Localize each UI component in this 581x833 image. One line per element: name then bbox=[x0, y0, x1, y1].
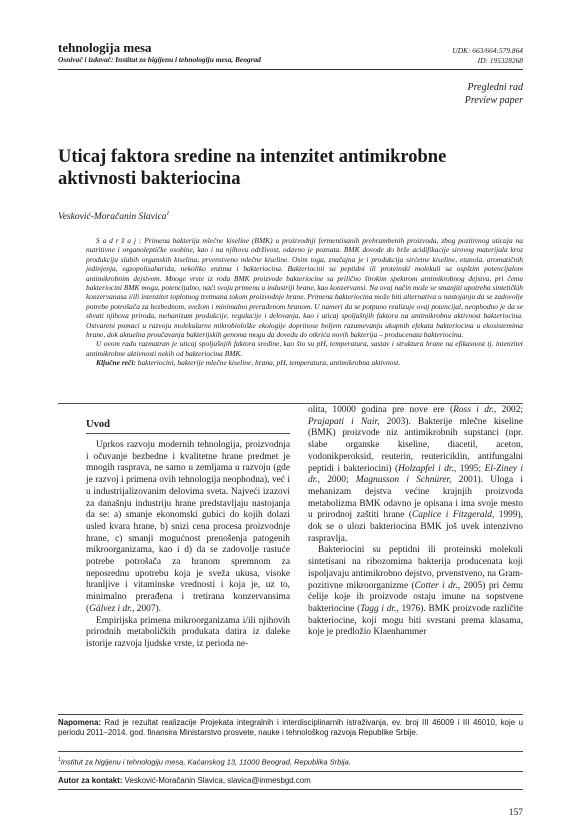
footnote-text: Institut za higijenu i tehnologiju mesa, Kaćanskog 13, 11000 Beograd, Republika Srbija. bbox=[60, 757, 351, 767]
title-line-1: Uticaj faktora sredine na intenzitet antimikrobne bbox=[58, 147, 447, 167]
title-line-2: aktivnosti bakteriocina bbox=[58, 169, 241, 189]
section-heading: Uvod bbox=[86, 419, 110, 430]
page-number: 157 bbox=[508, 808, 523, 818]
footnote-mark: 1 bbox=[58, 757, 61, 763]
keywords bbox=[86, 358, 523, 367]
udk-code: UDK: 663/664:579.864 bbox=[452, 46, 523, 55]
citation: Ross i dr. bbox=[453, 405, 494, 415]
right-column bbox=[308, 405, 523, 639]
citation: Magnusson i Schnürer, bbox=[355, 475, 452, 486]
abstract bbox=[86, 236, 523, 368]
abstract-paragraph-1 bbox=[86, 236, 523, 339]
citation: Cotter i dr. bbox=[414, 580, 458, 591]
footnote-divider bbox=[58, 751, 523, 752]
document-id: ID: 195328268 bbox=[477, 56, 523, 65]
abstract-paragraph-2: U ovom radu razmatran je uticaj spoljašnjih faktora sredine, kao što su pH, temperatura, sastav i struktura hrane na efikasnost tj. intenzitet antimikrobne aktivnosti nekih od bakteriocina BMK. bbox=[86, 339, 523, 358]
abstract-text-1: Primena bakterija mlečne kiseline (BMK) u proizvodnji fermentisanih prehrambenih proizvoda, zbog pozitivnog uticaja na nutritivne i organoleptičke osobine, kao i na njihovu održivost, odavno je poznata. BMK dovode do brže acidifikacije sirovog materijala kroz produkciju slabih organskih kiselina, prvenstveno mlečne kiseline. Osim toga, značajna je i produkcija sirćetne kiseline, etanola, aromatičnih jedinjenja, egzopolisaharida, nekoliko enzima i bakteriocina. Bakteriocini su peptidni ili proteinski molekuli sa ospštim potencijalom antimikrobnim dejstvom. Mnoge vrste iz roda BMK proizvode bakteriocine sa prilično širokim spektrom antimikrobnog dejstva, pri čemu bakteriocini BMK mogu, potencijalno, naći svoju primenu u industriji hrane, kao konzervansi. Na ovaj način može se smanjiti upotreba sintetičkih konzervanasa i/ili intenzitet toplotnog tretmana tokom proizvodnje hrane. Primena bakteriocina može biti alternativa u nastojanju da se zadovolje potrebe potrošača za bezbednom, svežom i minimalno prerađenom hranom. U nameri da se potpuno realizuje ovaj potencijal, neophodno je da se shvati njihova priroda, mehanizam produkcije, regulacije i delovanja, kao i uticaj spoljašnjih faktora na antimikrobnu aktivnost bakteriocina. Ostvareni pomaci u razvoju molekularne mikrobiološke ekologije doprinose boljem razumevanju ukupnih efekata bakteriocina u ekosistemima hrane, dok aktuelna proučavanja bakterijskih genoma mogu da dovedu do otkrića novih bakterija – producenata bakteriocina. bbox=[86, 236, 523, 340]
keywords-text: bakteriocini, bakterije mlečne kiseline, hrana, pH, temperatura, antimikrobna aktivnost. bbox=[135, 358, 401, 368]
citation: Holzapfel i dr. bbox=[398, 463, 454, 474]
citation: El-Ziney i dr. bbox=[308, 463, 523, 486]
contact-divider bbox=[58, 771, 523, 772]
article-title bbox=[58, 146, 528, 190]
publisher-line: Osnivač i izdavač: Institut za higijenu i tehnologiju mesa, Beograd bbox=[58, 55, 261, 64]
bottom-divider bbox=[58, 789, 523, 790]
text-run: , 1976). BMK proizvode različite bakteriocine, koji mogu biti svrstani prema klasama, koje je predložio Klaenhammer bbox=[308, 603, 523, 638]
citation: Prajapati i Nair, bbox=[308, 416, 380, 427]
text-run: , 2002; bbox=[493, 405, 523, 415]
contact-text: Vesković-Moračanin Slavica, slavica@inmesbgd.com bbox=[122, 776, 311, 785]
right-paragraph-1 bbox=[308, 405, 523, 545]
text-run: 2003). Bakterije mlečne kiseline (BMK) proizvode niz antimikrobnih supstanci (npr. slabe organske kiseline, diacetil, aceton, vodonikperoksid, reuterin, reutericiklin, antifungalni peptidi i bakteriocini) ( bbox=[308, 416, 523, 474]
abstract-label: S a d r ž a j : bbox=[96, 236, 142, 245]
text-run: 2001). Uloga i mehanizam dejstva većine krajnjih proizvoda metabolizma BMK odavno je opisana i ima svoje mesto u prirodnoj zaštiti hrane ( bbox=[308, 475, 523, 521]
text-run: , 2005) pri čemu ćelije koje ih proizvode ostaju imune na sopstvene bakteriocine ( bbox=[308, 580, 523, 614]
citation: Gálvez i dr. bbox=[89, 603, 133, 614]
contact-label: Autor za kontakt: bbox=[58, 776, 123, 785]
note-text: Rad je rezultat realizacije Projekata integralnih i interdisciplinarnih istraživanja, ev. broj III 46009 i III 46010, koje u periodu 2011–2014. god. finansira Ministarstvo prosvete, nauke i tehnološkog razvoja Republike Srbije. bbox=[58, 718, 523, 738]
journal-name: tehnologija mesa bbox=[58, 40, 152, 55]
text-run: , 2007). bbox=[132, 603, 161, 614]
text-run: , 2000; bbox=[317, 475, 356, 486]
section-heading-rule bbox=[86, 433, 290, 434]
left-column bbox=[86, 440, 290, 651]
author-affiliation-mark: 1 bbox=[166, 211, 170, 217]
left-paragraph-2: Empirijska primena mikroorganizama i/ili njihovih prirodnih metaboličkih produkata datira iz daleke istorije razvoja ljudske vrste, iz perioda ne- bbox=[86, 615, 290, 649]
keywords-label: Ključne reči: bbox=[96, 358, 136, 368]
note-divider bbox=[58, 714, 523, 715]
text-run: Uprkos razvoju modernih tehnologija, proizvodnja i očuvanje bezbedne i kvalitetne hrane predmet je mnogih rasprava, ne samo u zemljama u razvoju (gde je razvoj i primena ovih tehnologija neophodna), već i u industrijalizovanim delovima sveta. Najveći izazovi za današnju industriju hrane predstavljaju nastojanja da se: a) smanje ekonomski gubici do kojih dolazi usled kvara hrane, b) snizi cena procesa proizvodnje hrane, c) smanji mogućnost prenošenja patogenih mikroorganizama, kao i d) da se zadovolje rastuće potrebe potrošača za hranom spremnom za neposrednu upotrebu koja je sveža ukusa, visoke hranljive i vitaminske vrednosti i koja je, uz to, minimalno prerađena i tretirana konzervansima ( bbox=[86, 440, 290, 614]
left-paragraph-1 bbox=[86, 440, 290, 616]
header-divider bbox=[58, 69, 523, 70]
text-run: 1999), dok se o ulozi bakteriocina BMK još uvek intenzivno raspravlja. bbox=[308, 510, 523, 544]
citation: Caplice i Fitzgerald, bbox=[412, 510, 495, 521]
text-run: Bakteriocini su peptidni ili proteinski molekuli sintetisani na ribozomima bakterija producenata koji ispoljavaju antimikrobno dejstvo, prvenstveno, na Gram-pozitivne mikroorganizme ( bbox=[308, 545, 523, 591]
text-run: olita, 10000 godina pre nove ere ( bbox=[308, 405, 454, 415]
article-type-en: Preview paper bbox=[464, 95, 523, 106]
citation: Tagg i dr. bbox=[360, 603, 397, 614]
body-divider bbox=[58, 403, 523, 404]
text-run: , 1995; bbox=[453, 463, 485, 474]
funding-note bbox=[58, 718, 523, 739]
article-type-sr: Pregledni rad bbox=[467, 82, 523, 93]
contact-line bbox=[58, 776, 311, 785]
note-label: Napomena: bbox=[58, 718, 101, 727]
right-paragraph-2 bbox=[308, 545, 523, 639]
author-name: Vesković-Moračanin Slavica bbox=[58, 212, 167, 223]
author bbox=[58, 211, 169, 222]
affiliation-footnote bbox=[58, 757, 351, 767]
